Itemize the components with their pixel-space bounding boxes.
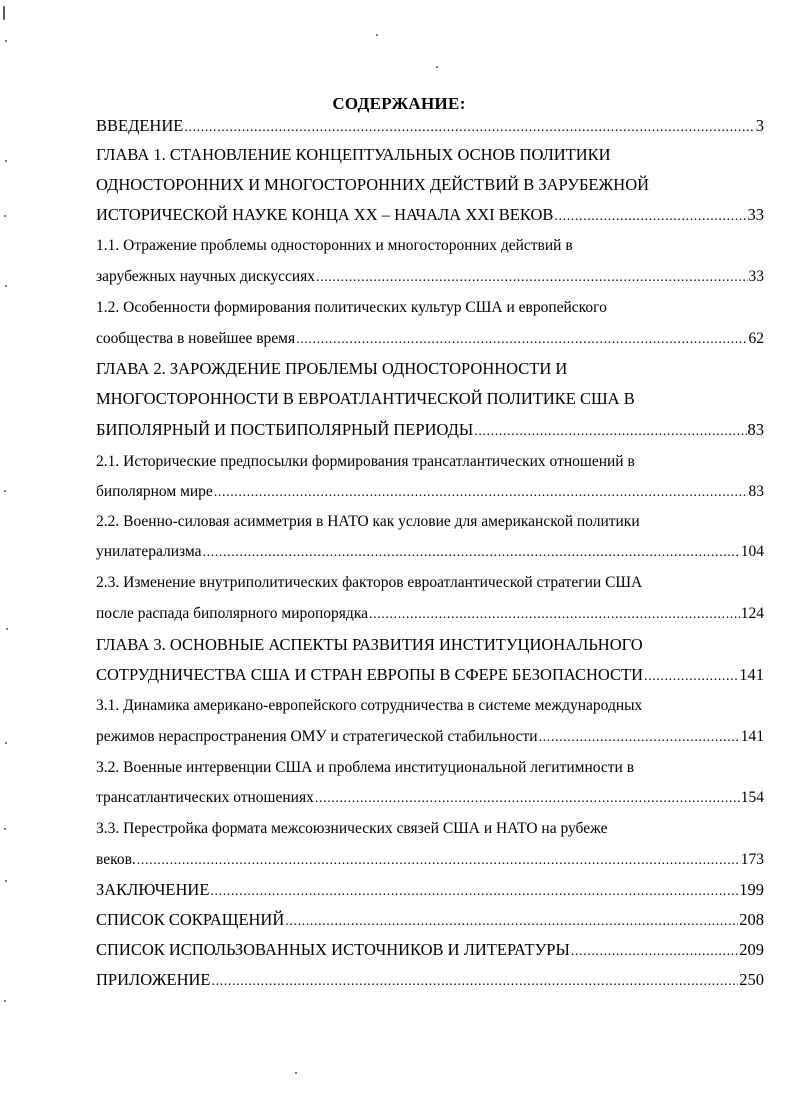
toc-chapter-3-last-line bbox=[96, 665, 764, 685]
dot-leader bbox=[211, 974, 738, 990]
toc-section-1-1-line-1: 1.1. Отражение проблемы односторонних и многосторонних действий в bbox=[96, 237, 573, 254]
toc-entry-conclusion bbox=[96, 880, 764, 900]
toc-entry-title: режимов нераспространения ОМУ и стратегической стабильности bbox=[96, 728, 538, 745]
dot-leader bbox=[474, 424, 746, 440]
toc-page-number: 154 bbox=[740, 789, 764, 806]
toc-section-3-1-line-1: 3.1. Динамика американо-европейского сотрудничества в системе международных bbox=[96, 697, 643, 714]
toc-entry-sources bbox=[96, 940, 764, 960]
toc-page-number: 199 bbox=[739, 880, 764, 899]
toc-entry-title: после распада биполярного миропорядка bbox=[96, 605, 368, 622]
toc-section-2-2-last-line bbox=[96, 543, 764, 561]
toc-page-number: 250 bbox=[739, 970, 764, 989]
toc-entry-title: трансатлантических отношениях bbox=[96, 789, 314, 806]
toc-section-1-2-last-line bbox=[96, 330, 764, 348]
toc-page-number: 83 bbox=[748, 483, 764, 500]
toc-section-1-2-line-1: 1.2. Особенности формирования политических культур США и европейского bbox=[96, 299, 607, 316]
toc-entry-abbreviations bbox=[96, 910, 764, 930]
toc-page-number: 33 bbox=[748, 268, 764, 285]
page-title: СОДЕРЖАНИЕ: bbox=[332, 94, 466, 113]
toc-entry-title: зарубежных научных дискуссиях bbox=[96, 268, 316, 285]
toc-section-2-2-line-1: 2.2. Военно-силовая асимметрия в НАТО как условие для американской политики bbox=[96, 513, 640, 530]
toc-chapter-1-line-1: ГЛАВА 1. СТАНОВЛЕНИЕ КОНЦЕПТУАЛЬНЫХ ОСНОВ ПОЛИТИКИ bbox=[96, 145, 611, 164]
toc-entry-title: ВВЕДЕНИЕ bbox=[96, 116, 184, 135]
dot-leader bbox=[210, 884, 738, 900]
dot-leader bbox=[137, 853, 740, 869]
dot-leader bbox=[184, 120, 754, 136]
toc-entry-title: ИСТОРИЧЕСКОЙ НАУКЕ КОНЦА XX – НАЧАЛА XXI ВЕКОВ bbox=[96, 205, 554, 224]
toc-section-2-3-line-1: 2.3. Изменение внутриполитических факторов евроатлантической стратегии США bbox=[96, 574, 643, 591]
dot-leader bbox=[369, 607, 740, 623]
dot-leader bbox=[296, 332, 747, 348]
toc-section-2-3-last-line bbox=[96, 605, 764, 623]
toc-page-number: 104 bbox=[740, 543, 764, 560]
toc-chapter-3-line-1: ГЛАВА 3. ОСНОВНЫЕ АСПЕКТЫ РАЗВИТИЯ ИНСТИТУЦИОНАЛЬНОГО bbox=[96, 635, 643, 654]
toc-entry-title: СПИСОК СОКРАЩЕНИЙ bbox=[96, 910, 285, 929]
toc-chapter-2-line-1: ГЛАВА 2. ЗАРОЖДЕНИЕ ПРОБЛЕМЫ ОДНОСТОРОННОСТИ И bbox=[96, 359, 568, 378]
dot-leader bbox=[285, 914, 738, 930]
toc-entry-appendix bbox=[96, 970, 764, 990]
toc-page-number: 173 bbox=[740, 851, 764, 868]
toc-section-3-1-last-line bbox=[96, 728, 764, 746]
toc-section-1-1-last-line bbox=[96, 268, 764, 286]
dot-leader bbox=[214, 485, 748, 501]
toc-section-3-3-last-line bbox=[96, 851, 764, 869]
toc-page-number: 3 bbox=[755, 116, 764, 135]
dot-leader bbox=[554, 209, 746, 225]
dot-leader bbox=[571, 944, 738, 960]
toc-entry-title: СОТРУДНИЧЕСТВА США И СТРАН ЕВРОПЫ В СФЕРЕ БЕЗОПАСНОСТИ bbox=[96, 665, 644, 684]
toc-chapter-1-last-line bbox=[96, 205, 764, 225]
toc-entry-title: унилатерализма bbox=[96, 543, 202, 560]
toc-page-number: 83 bbox=[747, 420, 764, 439]
dot-leader bbox=[315, 791, 740, 807]
toc-entry-title: СПИСОК ИСПОЛЬЗОВАННЫХ ИСТОЧНИКОВ И ЛИТЕРАТУРЫ bbox=[96, 940, 570, 959]
toc-section-3-3-line-1: 3.3. Перестройка формата межсоюзнических связей США и НАТО на рубеже bbox=[96, 820, 608, 837]
dot-leader bbox=[539, 730, 740, 746]
toc-section-2-1-line-1: 2.1. Исторические предпосылки формирования трансатлантических отношений в bbox=[96, 453, 635, 470]
toc-page-number: 141 bbox=[740, 728, 764, 745]
toc-page-number: 208 bbox=[739, 910, 764, 929]
dot-leader bbox=[644, 669, 738, 685]
toc-section-3-2-last-line bbox=[96, 789, 764, 807]
toc-entry-title: ПРИЛОЖЕНИЕ bbox=[96, 970, 211, 989]
toc-chapter-2-line-2: МНОГОСТОРОННОСТИ В ЕВРОАТЛАНТИЧЕСКОЙ ПОЛИТИКЕ США В bbox=[96, 389, 635, 408]
toc-section-3-2-line-1: 3.2. Военные интервенции США и проблема институциональной легитимности в bbox=[96, 759, 635, 776]
toc-chapter-2-last-line bbox=[96, 420, 764, 440]
toc-entry-title: веков. bbox=[96, 851, 136, 868]
toc-page-number: 124 bbox=[740, 605, 764, 622]
dot-leader bbox=[203, 545, 740, 561]
toc-page-number: 209 bbox=[739, 940, 764, 959]
toc-chapter-1-line-2: ОДНОСТОРОННИХ И МНОГОСТОРОННИХ ДЕЙСТВИЙ В ЗАРУБЕЖНОЙ bbox=[96, 175, 650, 194]
toc-entry-title: БИПОЛЯРНЫЙ И ПОСТБИПОЛЯРНЫЙ ПЕРИОДЫ bbox=[96, 420, 474, 439]
toc-entry-title: ЗАКЛЮЧЕНИЕ bbox=[96, 880, 210, 899]
toc-page-number: 141 bbox=[739, 665, 764, 684]
toc-page-number: 62 bbox=[748, 330, 764, 347]
toc-entry-title: сообщества в новейшее время bbox=[96, 330, 296, 347]
toc-entry-intro bbox=[96, 116, 764, 136]
dot-leader bbox=[316, 270, 747, 286]
toc-page-number: 33 bbox=[747, 205, 764, 224]
toc-entry-title: биполярном мире bbox=[96, 483, 213, 500]
toc-section-2-1-last-line bbox=[96, 483, 764, 501]
